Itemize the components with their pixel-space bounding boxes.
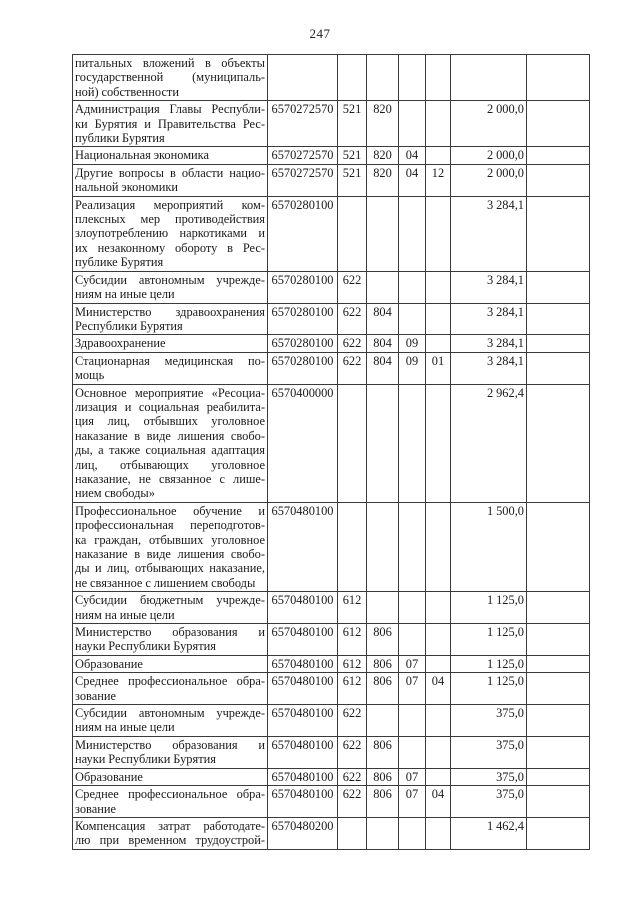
budget-table	[72, 54, 590, 850]
cell-code: 6570480100	[268, 786, 338, 818]
cell-amount: 375,0	[451, 705, 527, 737]
cell-extra	[527, 624, 590, 656]
cell-col5: 07	[399, 768, 426, 785]
cell-amount: 1 125,0	[451, 592, 527, 624]
table-row	[73, 196, 590, 271]
table-row	[73, 673, 590, 705]
cell-col5: 07	[399, 673, 426, 705]
cell-name: Основное мероприятие «Ресоциа- лизация и социальная реабилита- ция лиц, отбывших уголовное наказание в виде лишения свобо- ды, а также социальная адаптация лиц, отбывающих уголовное наказание, не связанное с лише- нием свободы»	[73, 384, 268, 502]
cell-col4: 806	[367, 624, 399, 656]
cell-code: 6570280100	[268, 271, 338, 303]
cell-col3: 622	[338, 768, 367, 785]
cell-amount: 3 284,1	[451, 335, 527, 352]
cell-col5: 07	[399, 655, 426, 672]
cell-code: 6570480100	[268, 736, 338, 768]
table-row	[73, 624, 590, 656]
table-row	[73, 147, 590, 164]
cell-col3	[338, 502, 367, 591]
cell-extra	[527, 147, 590, 164]
table-row	[73, 786, 590, 818]
cell-col5: 09	[399, 335, 426, 352]
table-row	[73, 655, 590, 672]
cell-col3: 622	[338, 736, 367, 768]
cell-code: 6570480200	[268, 817, 338, 849]
cell-col3: 521	[338, 147, 367, 164]
cell-col4: 820	[367, 101, 399, 147]
cell-col3: 521	[338, 164, 367, 196]
cell-col4	[367, 196, 399, 271]
cell-col5	[399, 303, 426, 335]
cell-col5	[399, 55, 426, 101]
cell-code: 6570280100	[268, 303, 338, 335]
cell-code	[268, 55, 338, 101]
table-row	[73, 592, 590, 624]
cell-code: 6570280100	[268, 196, 338, 271]
cell-col6	[426, 271, 451, 303]
cell-col5	[399, 196, 426, 271]
cell-name: Министерство образования и науки Республики Бурятия	[73, 624, 268, 656]
cell-name: питальных вложений в объекты государственной (муниципаль- ной) собственности	[73, 55, 268, 101]
cell-col6: 01	[426, 352, 451, 384]
cell-col6	[426, 384, 451, 502]
cell-col3: 622	[338, 786, 367, 818]
cell-code: 6570480100	[268, 655, 338, 672]
cell-code: 6570272570	[268, 101, 338, 147]
cell-extra	[527, 705, 590, 737]
cell-amount: 2 000,0	[451, 164, 527, 196]
cell-name: Компенсация затрат работодате- лю при временном трудоустрой-	[73, 817, 268, 849]
cell-name: Образование	[73, 655, 268, 672]
cell-name: Профессиональное обучение и профессиональная переподготов- ка граждан, отбывших уголовное наказание в виде лишения свобо- ды и лиц, отбывающих наказание, не связанное с лишением свободы	[73, 502, 268, 591]
table-row	[73, 817, 590, 849]
cell-col4	[367, 705, 399, 737]
cell-extra	[527, 384, 590, 502]
table-row	[73, 502, 590, 591]
cell-amount: 1 462,4	[451, 817, 527, 849]
cell-col6	[426, 303, 451, 335]
cell-name: Образование	[73, 768, 268, 785]
cell-col4: 804	[367, 335, 399, 352]
cell-col3	[338, 55, 367, 101]
cell-name: Реализация мероприятий ком- плексных мер противодействия злоупотреблению наркотиками и их незаконному обороту в Рес- публике Бурятия	[73, 196, 268, 271]
cell-col3: 612	[338, 655, 367, 672]
cell-extra	[527, 303, 590, 335]
cell-amount: 1 125,0	[451, 624, 527, 656]
cell-col6	[426, 196, 451, 271]
cell-col3: 622	[338, 303, 367, 335]
cell-extra	[527, 736, 590, 768]
cell-amount: 2 000,0	[451, 101, 527, 147]
cell-name: Здравоохранение	[73, 335, 268, 352]
cell-col5: 04	[399, 164, 426, 196]
cell-col4: 820	[367, 164, 399, 196]
cell-extra	[527, 592, 590, 624]
cell-col3: 622	[338, 271, 367, 303]
table-row	[73, 352, 590, 384]
cell-col4: 804	[367, 303, 399, 335]
cell-col4	[367, 592, 399, 624]
cell-extra	[527, 768, 590, 785]
page-number: 247	[309, 26, 331, 41]
cell-col3: 612	[338, 673, 367, 705]
cell-extra	[527, 673, 590, 705]
cell-name: Другие вопросы в области нацио- нальной экономики	[73, 164, 268, 196]
cell-name: Национальная экономика	[73, 147, 268, 164]
cell-col6: 04	[426, 786, 451, 818]
cell-col5	[399, 817, 426, 849]
cell-col5	[399, 271, 426, 303]
cell-code: 6570480100	[268, 673, 338, 705]
table-row	[73, 736, 590, 768]
cell-col6	[426, 655, 451, 672]
cell-amount: 2 000,0	[451, 147, 527, 164]
cell-name: Субсидии автономным учрежде- ниям на иные цели	[73, 705, 268, 737]
cell-col4: 806	[367, 786, 399, 818]
cell-amount: 375,0	[451, 736, 527, 768]
cell-extra	[527, 352, 590, 384]
cell-col5	[399, 736, 426, 768]
cell-col6	[426, 624, 451, 656]
cell-col6	[426, 768, 451, 785]
cell-code: 6570480100	[268, 502, 338, 591]
cell-extra	[527, 55, 590, 101]
cell-col4: 806	[367, 736, 399, 768]
cell-amount: 3 284,1	[451, 303, 527, 335]
cell-col5	[399, 592, 426, 624]
cell-name: Министерство образования и науки Республики Бурятия	[73, 736, 268, 768]
cell-col3: 622	[338, 705, 367, 737]
cell-name: Субсидии автономным учрежде- ниям на иные цели	[73, 271, 268, 303]
cell-name: Субсидии бюджетным учрежде- ниям на иные цели	[73, 592, 268, 624]
cell-col3	[338, 384, 367, 502]
cell-col6	[426, 705, 451, 737]
cell-code: 6570480100	[268, 592, 338, 624]
cell-col4: 806	[367, 673, 399, 705]
cell-code: 6570272570	[268, 147, 338, 164]
cell-col4	[367, 502, 399, 591]
cell-col3: 521	[338, 101, 367, 147]
cell-name: Стационарная медицинская по- мощь	[73, 352, 268, 384]
cell-col5	[399, 624, 426, 656]
cell-col5: 09	[399, 352, 426, 384]
cell-col5: 07	[399, 786, 426, 818]
cell-col6	[426, 592, 451, 624]
cell-col5: 04	[399, 147, 426, 164]
cell-amount	[451, 55, 527, 101]
cell-col6	[426, 502, 451, 591]
table-row	[73, 55, 590, 101]
cell-extra	[527, 502, 590, 591]
cell-name: Министерство здравоохранения Республики Бурятия	[73, 303, 268, 335]
table-row	[73, 384, 590, 502]
cell-col6	[426, 335, 451, 352]
cell-col6	[426, 101, 451, 147]
cell-col5	[399, 384, 426, 502]
cell-code: 6570400000	[268, 384, 338, 502]
cell-col4	[367, 271, 399, 303]
cell-extra	[527, 164, 590, 196]
cell-name: Среднее профессиональное обра- зование	[73, 786, 268, 818]
cell-amount: 3 284,1	[451, 196, 527, 271]
cell-amount: 2 962,4	[451, 384, 527, 502]
cell-code: 6570480100	[268, 768, 338, 785]
cell-col3: 622	[338, 335, 367, 352]
cell-extra	[527, 786, 590, 818]
cell-col5	[399, 502, 426, 591]
cell-col6	[426, 817, 451, 849]
cell-col3: 622	[338, 352, 367, 384]
cell-col4: 806	[367, 655, 399, 672]
cell-extra	[527, 335, 590, 352]
table-row	[73, 101, 590, 147]
cell-col3	[338, 196, 367, 271]
cell-col5	[399, 101, 426, 147]
cell-col3	[338, 817, 367, 849]
cell-col4	[367, 384, 399, 502]
table-row	[73, 303, 590, 335]
cell-extra	[527, 101, 590, 147]
table-row	[73, 164, 590, 196]
cell-code: 6570280100	[268, 335, 338, 352]
table-row	[73, 271, 590, 303]
cell-col6: 12	[426, 164, 451, 196]
cell-amount: 375,0	[451, 786, 527, 818]
table-row	[73, 768, 590, 785]
cell-col6: 04	[426, 673, 451, 705]
cell-col6	[426, 736, 451, 768]
cell-amount: 3 284,1	[451, 271, 527, 303]
cell-extra	[527, 196, 590, 271]
cell-code: 6570280100	[268, 352, 338, 384]
cell-code: 6570480100	[268, 624, 338, 656]
budget-table-body	[73, 55, 590, 850]
cell-code: 6570272570	[268, 164, 338, 196]
cell-col6	[426, 55, 451, 101]
cell-col4: 804	[367, 352, 399, 384]
cell-name: Администрация Главы Республи- ки Бурятия и Правительства Рес- публики Бурятия	[73, 101, 268, 147]
cell-extra	[527, 655, 590, 672]
cell-col6	[426, 147, 451, 164]
cell-extra	[527, 271, 590, 303]
cell-name: Среднее профессиональное обра- зование	[73, 673, 268, 705]
cell-col4: 806	[367, 768, 399, 785]
cell-code: 6570480100	[268, 705, 338, 737]
table-row	[73, 335, 590, 352]
cell-col4	[367, 55, 399, 101]
cell-amount: 3 284,1	[451, 352, 527, 384]
cell-col4: 820	[367, 147, 399, 164]
cell-col5	[399, 705, 426, 737]
cell-col4	[367, 817, 399, 849]
cell-col3: 612	[338, 624, 367, 656]
table-row	[73, 705, 590, 737]
cell-amount: 375,0	[451, 768, 527, 785]
cell-col3: 612	[338, 592, 367, 624]
cell-amount: 1 125,0	[451, 655, 527, 672]
cell-amount: 1 125,0	[451, 673, 527, 705]
cell-extra	[527, 817, 590, 849]
cell-amount: 1 500,0	[451, 502, 527, 591]
